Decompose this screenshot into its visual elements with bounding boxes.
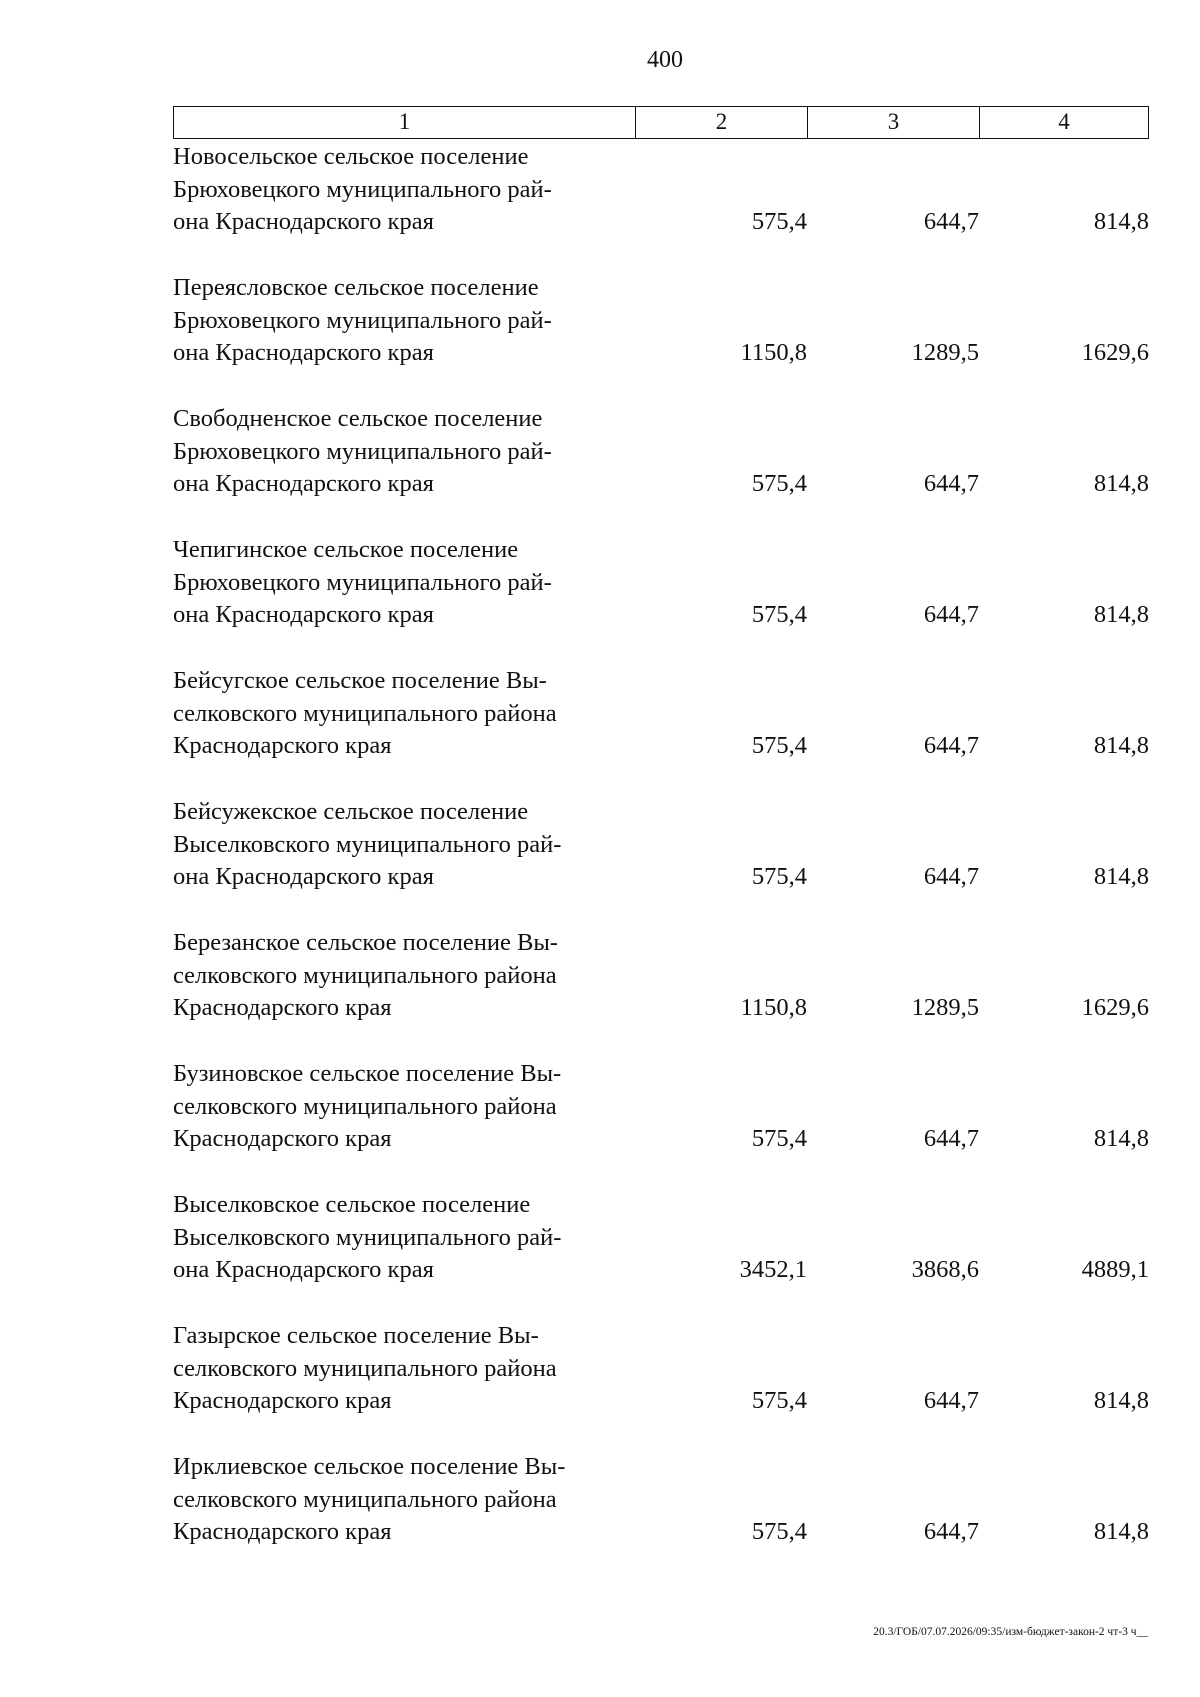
settlement-name: Березанское сельское поселение Вы- селковского муниципального района Краснодарского края <box>173 929 558 1021</box>
table-row <box>173 1451 1149 1582</box>
value-col-3: 644,7 <box>923 1125 979 1152</box>
value-col-4: 4889,1 <box>1081 1256 1149 1283</box>
value-col-3: 644,7 <box>923 601 979 628</box>
value-col-2: 1150,8 <box>740 339 807 366</box>
table-row <box>173 1189 1149 1320</box>
settlement-name: Переясловское сельское поселение Брюховецкого муниципального рай- она Краснодарского края <box>173 274 552 366</box>
table-row <box>173 403 1149 534</box>
settlement-name: Свободненское сельское поселение Брюховецкого муниципального рай- она Краснодарского края <box>173 405 552 497</box>
value-col-2: 575,4 <box>751 863 807 890</box>
value-col-2: 1150,8 <box>740 994 807 1021</box>
settlement-name: Ирклиевское сельское поселение Вы- селковского муниципального района Краснодарского края <box>173 1453 566 1545</box>
value-col-4: 814,8 <box>1093 601 1149 628</box>
value-col-3: 1289,5 <box>911 339 979 366</box>
value-col-4: 814,8 <box>1093 208 1149 235</box>
table-row <box>173 1058 1149 1189</box>
value-col-4: 814,8 <box>1093 1518 1149 1545</box>
value-col-2: 575,4 <box>751 1518 807 1545</box>
value-col-3: 644,7 <box>923 732 979 759</box>
value-col-4: 1629,6 <box>1081 339 1149 366</box>
table-row <box>173 796 1149 927</box>
value-col-4: 814,8 <box>1093 732 1149 759</box>
value-col-3: 1289,5 <box>911 994 979 1021</box>
value-col-4: 814,8 <box>1093 863 1149 890</box>
header-cell-4: 4 <box>1058 109 1070 134</box>
value-col-2: 575,4 <box>751 1387 807 1414</box>
table-header <box>173 106 1149 139</box>
settlement-name: Бейсужекское сельское поселение Выселковского муниципального рай- она Краснодарского края <box>173 798 562 890</box>
value-col-3: 644,7 <box>923 863 979 890</box>
settlement-name: Выселковское сельское поселение Выселковского муниципального рай- она Краснодарского края <box>173 1191 562 1283</box>
value-col-2: 3452,1 <box>739 1256 807 1283</box>
table-row <box>173 927 1149 1058</box>
page-number: 400 <box>647 47 683 73</box>
settlement-name: Бузиновское сельское поселение Вы- селковского муниципального района Краснодарского края <box>173 1060 562 1152</box>
value-col-4: 814,8 <box>1093 1125 1149 1152</box>
value-col-4: 1629,6 <box>1081 994 1149 1021</box>
header-cell-3: 3 <box>808 107 980 138</box>
value-col-2: 575,4 <box>751 208 807 235</box>
table-body <box>173 141 1149 1582</box>
value-col-4: 814,8 <box>1093 470 1149 497</box>
value-col-2: 575,4 <box>751 601 807 628</box>
value-col-4: 814,8 <box>1093 1387 1149 1414</box>
value-col-2: 575,4 <box>751 732 807 759</box>
header-cell-1: 1 <box>174 107 636 138</box>
value-col-3: 644,7 <box>923 1518 979 1545</box>
table-row <box>173 141 1149 272</box>
table-row <box>173 1320 1149 1451</box>
settlement-name: Чепигинское сельское поселение Брюховецкого муниципального рай- она Краснодарского края <box>173 536 552 628</box>
value-col-3: 644,7 <box>923 1387 979 1414</box>
value-col-2: 575,4 <box>751 470 807 497</box>
table-row <box>173 665 1149 796</box>
table-row <box>173 272 1149 403</box>
header-cell-2: 2 <box>636 107 808 138</box>
value-col-3: 644,7 <box>923 470 979 497</box>
value-col-2: 575,4 <box>751 1125 807 1152</box>
value-col-3: 3868,6 <box>911 1256 979 1283</box>
settlement-name: Бейсугское сельское поселение Вы- селковского муниципального района Краснодарского края <box>173 667 557 759</box>
document-footer-code: 20.3/ГОБ/07.07.2026/09:35/изм-бюджет-закон-2 чт-3 ч__ <box>873 1626 1148 1638</box>
table-row <box>173 534 1149 665</box>
settlement-name: Газырское сельское поселение Вы- селковского муниципального района Краснодарского края <box>173 1322 557 1414</box>
value-col-3: 644,7 <box>923 208 979 235</box>
settlement-name: Новосельское сельское поселение Брюховецкого муниципального рай- она Краснодарского края <box>173 143 552 235</box>
